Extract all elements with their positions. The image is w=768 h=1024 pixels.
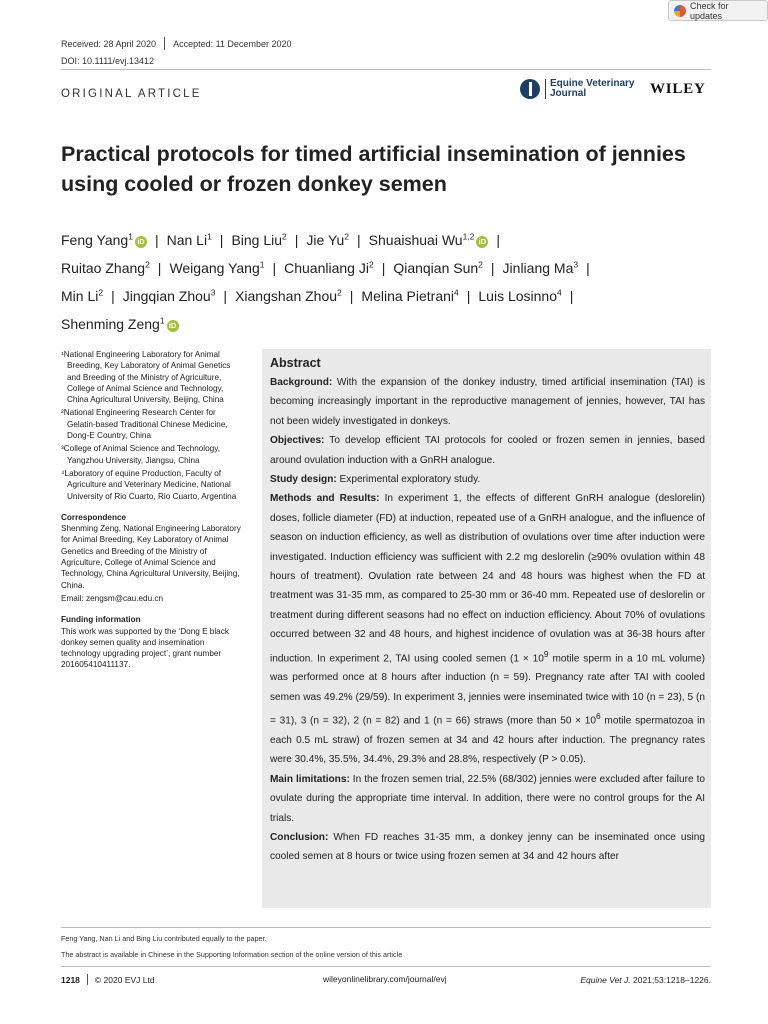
author-name[interactable]: Shenming Zeng$^1$ — [61, 315, 165, 333]
abstract-box — [262, 349, 711, 908]
author-name[interactable]: Jie Yu$^2$ — [306, 231, 350, 248]
affiliation: ²National Engineering Research Center for Gelatin-based Traditional Chinese Medicine, Dong-E Country, China — [61, 408, 228, 441]
divider — [164, 37, 165, 50]
author-name[interactable]: Shuaishuai Wu$^{1,2}$ — [368, 231, 475, 248]
orcid-icon[interactable]: iD — [167, 320, 179, 332]
funding-heading: Funding information — [61, 615, 141, 625]
abstract-objectives: Objectives: To develop efficient TAI protocols for cooled or frozen semen in jennies, based around ovulation induction with a GnRH analogue. — [270, 435, 706, 466]
author-name[interactable]: Melina Pietrani$^4$ — [361, 287, 459, 304]
page-footer — [61, 966, 711, 985]
author-name[interactable]: Bing Liu$^2$ — [231, 231, 287, 248]
author-list: Feng Yang$^1$iD | Nan Li$^1$ | Bing Liu$^2$ | Jie Yu$^2$ | Shuaishuai Wu$^{1,2}$iD | Ruitao Zhang$^2$ | Weigang Yang$^1$ | Chuanliang Ji$^2$ | Qianqian Sun$^2$ | Jinliang Ma$^3$ | Min Li$^2$ | Jingqian Zhou$^3$ | Xiangshan Zhou$^2$ | Melina Pietrani$^4$ | Luis Losinno$^4$ | Shenming Zeng$^1$iD — [61, 231, 590, 333]
journal-url[interactable]: wileyonlinelibrary.com/journal/evj — [323, 974, 447, 984]
doi[interactable]: DOI: 10.1111/evj.13412 — [61, 56, 155, 66]
correspondence-heading: Correspondence — [61, 512, 127, 522]
author-name[interactable]: Qianqian Sun$^2$ — [393, 259, 483, 276]
abstract-heading: Abstract — [270, 356, 321, 370]
footnote: The abstract is available in Chinese in the Supporting Information section of the online version of this article — [61, 950, 403, 959]
affiliation: ³College of Animal Science and Technology, Yangzhou University, Jiangsu, China — [61, 444, 220, 465]
orcid-icon[interactable]: iD — [476, 236, 488, 248]
journal-logo — [520, 79, 634, 99]
check-for-updates-label: Check for updates — [690, 0, 729, 21]
abstract-methods-results: Methods and Results: In experiment 1, the effects of different GnRH analogue (deslorelin) doses, follicle diameter (FD) at induction, repeated use of a GnRH analogue, and the influence of season on induction efficiency, as well as distribution of ovulations over time after induction were investigated. Induction efficiency was sufficient with 2.2 mg deslorelin (≥90% ovulation within 48 hours of treatment). Ovulation rate between 24 and 48 hours was highest when the FD at treatment was 31-35 mm, as compared to 25-30 mm or 36-40 mm. Repeated use of deslorelin or treatment during different seasons had no effect on induction efficiency. About 70% of ovulations occurred between 32 and 48 hours, and highest incidence of ovulation was at 36-38 hours after induction. In experiment 2, TAI using cooled semen ($1 \times 10^9$ motile sperm in a 10 mL volume) was performed once at 8 hours after induction (n = 59). Pregnancy rate after TAI with cooled semen was 49.2% (29/59). In experiment 3, jennies were inseminated twice with 10 (n = 23), 5 (n = 31), 3 (n = 32), 2 (n = 82) and 1 (n = 66) straws (more than $50 \times 10^6$ motile spermatozoa in each 0.5 mL straw) of frozen semen at 34 and 42 hours after induction. The pregnancy rates were 30.4%, 35.5%, 34.4%, 29.3% and 28.8%, respectively (P > 0.05). — [270, 493, 706, 766]
author-name[interactable]: Xiangshan Zhou$^2$ — [235, 287, 342, 304]
orcid-icon[interactable]: iD — [135, 236, 147, 248]
correspondence-email[interactable]: Email: zengsm@cau.edu.cn — [61, 593, 164, 603]
author-name[interactable]: Min Li$^2$ — [61, 287, 104, 304]
divider — [61, 69, 711, 70]
sidebar-notes — [61, 349, 246, 673]
page-number: 1218 — [61, 974, 80, 985]
footnote: Feng Yang, Nan Li and Bing Liu contributed equally to the paper. — [61, 934, 267, 943]
abstract-conclusion: Conclusion: When FD reaches 31-35 mm, a donkey jenny can be inseminated once using cooled semen at 8 hours or twice using frozen semen at 34 and 42 hours after — [270, 832, 706, 863]
abstract-limitations: Main limitations: In the frozen semen trial, 22.5% (68/302) jennies were excluded after failure to ovulate during the appropriate time interval. In addition, there were no control groups for the AI trials. — [270, 773, 705, 824]
publication-dates — [61, 37, 291, 50]
accepted-date: Accepted: 11 December 2020 — [173, 38, 292, 49]
author-name[interactable]: Luis Losinno$^4$ — [478, 287, 562, 304]
article-type-label: ORIGINAL ARTICLE — [61, 88, 202, 100]
copyright: © 2020 EVJ Ltd — [94, 974, 155, 985]
publisher-logo: WILEY — [650, 81, 706, 97]
author-name[interactable]: Weigang Yang$^1$ — [169, 259, 265, 276]
received-date: Received: 28 April 2020 — [61, 38, 157, 49]
abstract-background: Background: With the expansion of the donkey industry, timed artificial insemination (TAI) is becoming increasingly important in the reproductive management of jennies, however, TAI has not been widely investigated in donkeys. — [270, 377, 705, 427]
author-name[interactable]: Jinliang Ma$^3$ — [502, 259, 579, 276]
citation: Equine Vet J. 2021;53:1218–1226. — [580, 974, 711, 985]
funding-text: This work was supported by the ‘Dong E black donkey semen quality and insemination technology upgrading project’, grant number 201605410411137. — [61, 626, 229, 670]
journal-name-line2: Journal — [550, 88, 587, 99]
correspondence-text: Shenming Zeng, National Engineering Laboratory for Animal Breeding, Key Laboratory of Animal Genetics and Breeding of the Ministry of Agriculture, College of Animal Science and Technology, China Agricultural University, Beijing, China. — [61, 524, 241, 590]
journal-emblem-icon — [520, 79, 540, 99]
crossmark-icon — [674, 5, 686, 17]
author-name[interactable]: Ruitao Zhang$^2$ — [61, 259, 150, 276]
affiliation: ⁴Laboratory of equine Production, Faculty of Agriculture and Veterinary Medicine, National University of Rio Cuarto, Rio Cuarto, Argentina — [61, 468, 237, 501]
author-name[interactable]: Feng Yang$^1$ — [61, 231, 133, 248]
author-name[interactable]: Jingqian Zhou$^3$ — [122, 287, 216, 304]
author-name[interactable]: Chuanliang Ji$^2$ — [284, 259, 374, 276]
footnotes — [61, 927, 711, 959]
abstract-study-design: Study design: Experimental exploratory study. — [270, 474, 481, 486]
divider — [87, 974, 88, 985]
author-name[interactable]: Nan Li$^1$ — [166, 231, 212, 248]
journal-name-line1: Equine Veterinary — [550, 78, 635, 89]
article-title: Practical protocols for timed artificial insemination of jennies using cooled or frozen donkey semen — [61, 142, 686, 196]
affiliation: ¹National Engineering Laboratory for Animal Breeding, Key Laboratory of Animal Genetics and Breeding of the Ministry of Agriculture, College of Animal Science and Technology, China Agricultural University, Beijing, China — [61, 350, 231, 405]
check-for-updates-button[interactable] — [668, 0, 768, 21]
